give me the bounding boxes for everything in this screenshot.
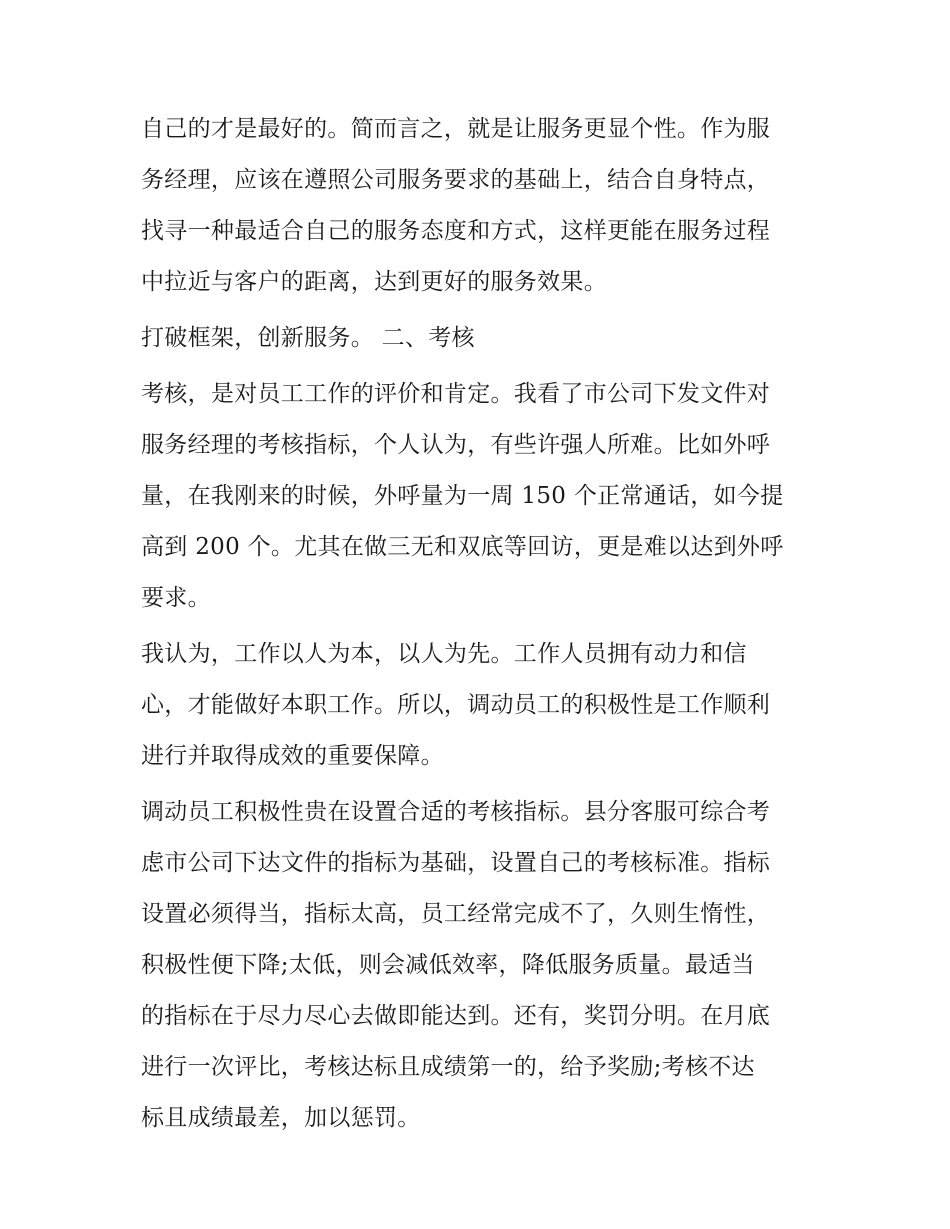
text-line: 服务经理的考核指标，个人认为，有些许强人所难。比如外呼 xyxy=(141,432,771,458)
paragraph-assessment xyxy=(141,369,816,624)
text-line: 中拉近与客户的距离，达到更好的服务效果。 xyxy=(141,269,607,295)
text-line: 积极性便下降;太低，则会减低效率，降低服务质量。最适当 xyxy=(141,952,755,978)
paragraph-motivation-indicators xyxy=(141,787,816,1144)
text-line: 虑市公司下达文件的指标为基础，设置自己的考核标准。指标 xyxy=(141,850,771,876)
text-line: 高到 200 个。尤其在做三无和双底等回访，更是难以达到外呼 xyxy=(141,534,784,560)
paragraph-people-first xyxy=(141,629,816,782)
text-line: 标且成绩最差，加以惩罚。 xyxy=(141,1105,421,1131)
text-line: 自己的才是最好的。简而言之，就是让服务更显个性。作为服 xyxy=(141,116,771,142)
text-line: 考核，是对员工工作的评价和肯定。我看了市公司下发文件对 xyxy=(141,381,771,407)
text-line: 设置必须得当，指标太高，员工经常完成不了，久则生惰性， xyxy=(141,901,771,927)
text-line: 找寻一种最适合自己的服务态度和方式，这样更能在服务过程 xyxy=(141,218,771,244)
paragraph-section-heading xyxy=(141,313,816,364)
text-line: 务经理，应该在遵照公司服务要求的基础上，结合自身特点， xyxy=(141,167,771,193)
text-line: 的指标在于尽力尽心去做即能达到。还有，奖罚分明。在月底 xyxy=(141,1003,771,1029)
text-line: 打破框架，创新服务。 二、考核 xyxy=(141,325,475,351)
text-line: 我认为，工作以人为本，以人为先。工作人员拥有动力和信 xyxy=(141,641,747,667)
text-line: 量，在我刚来的时候，外呼量为一周 150 个正常通话，如今提 xyxy=(141,483,784,509)
text-line: 进行并取得成效的重要保障。 xyxy=(141,743,444,769)
text-line: 进行一次评比，考核达标且成绩第一的，给予奖励;考核不达 xyxy=(141,1054,755,1080)
text-line: 调动员工积极性贵在设置合适的考核指标。县分客服可综合考 xyxy=(141,799,771,825)
text-line: 要求。 xyxy=(141,585,211,611)
paragraph-service-personality xyxy=(141,104,816,308)
document-body xyxy=(141,104,816,1149)
text-line: 心，才能做好本职工作。所以，调动员工的积极性是工作顺利 xyxy=(141,692,771,718)
